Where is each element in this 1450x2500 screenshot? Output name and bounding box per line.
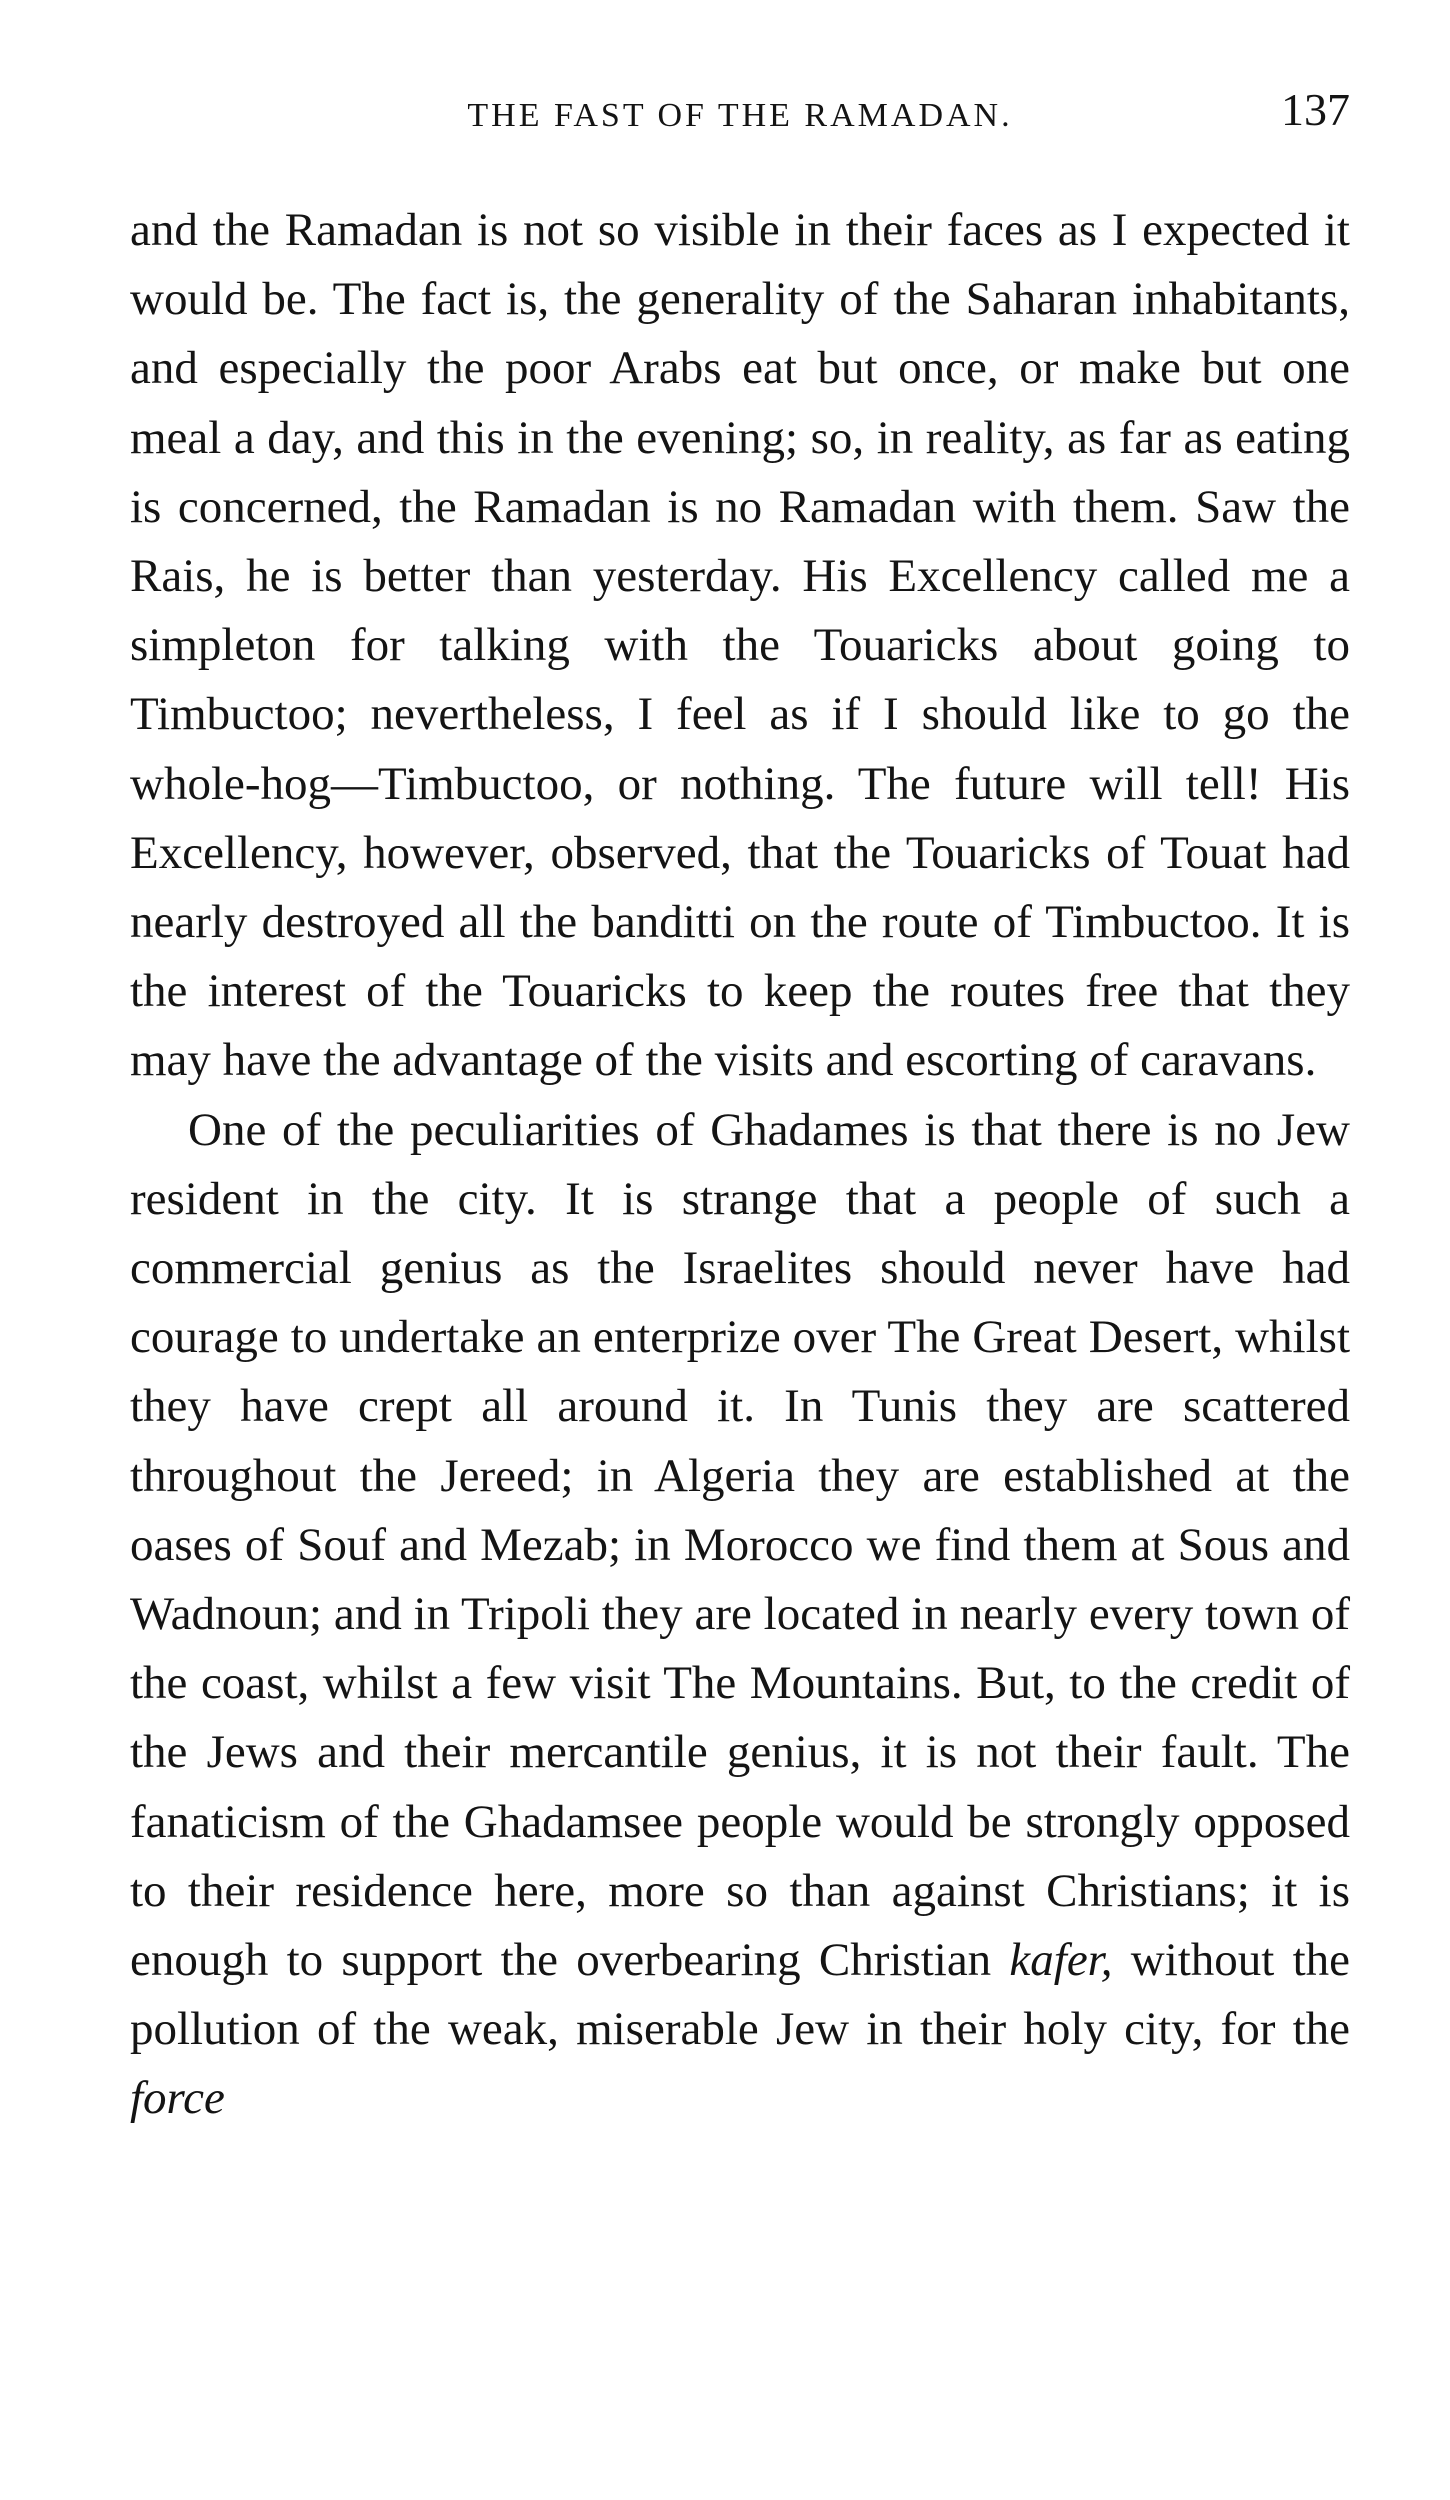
paragraph-1: and the Ramadan is not so visible in their faces as I expected it would be. The fact is, the generality of the Saharan inhabitants, and especially the poor Arabs eat but once, or make but one meal a day, and this in the evening; so, in reality, as far as eating is concerned, the Ramadan is no Ramadan with them. Saw the Rais, he is better than yesterday. His Excellency called me a simpleton for talking with the Touaricks about going to Timbuctoo; nevertheless, I feel as if I should like to go the whole-hog—Timbuctoo, or nothing. The future will tell! His Excellency, however, observed, that the Touaricks of Touat had nearly destroyed all the banditti on the route of Timbuctoo. It is the interest of the Touaricks to keep the routes free that they may have the advantage of the visits and escorting of caravans.	[130, 204, 1350, 1087]
page-header	[130, 86, 1350, 146]
paragraph-2-text-b: without the pollution of the weak, miserable Jew in their holy city, for the	[130, 1934, 1350, 2056]
italic-kafer: kafer,	[1009, 1934, 1113, 1987]
italic-force: force	[130, 2072, 225, 2125]
running-head: THE FAST OF THE RAMADAN.	[467, 97, 1013, 134]
paragraph-2	[130, 1096, 1350, 2134]
page-number: 137	[1281, 84, 1350, 135]
paragraph-2-text-a: One of the peculiarities of Ghadames is that there is no Jew resident in the city. It is strange that a people of such a commercial genius as the Israelites should never have had courage to undertake an enterprize over The Great Desert, whilst they have crept all around it. In Tunis they are scattered throughout the Jereed; in Algeria they are established at the oases of Souf and Mezab; in Morocco we find them at Sous and Wadnoun; and in Tripoli they are located in nearly every town of the coast, whilst a few visit The Mountains. But, to the credit of the Jews and their mercantile genius, it is not their fault. The fanaticism of the Ghadamsee people would be strongly opposed to their residence here, more so than against Christians; it is enough to support the overbearing Christian	[130, 1103, 1350, 1987]
body-text	[130, 196, 1350, 2134]
